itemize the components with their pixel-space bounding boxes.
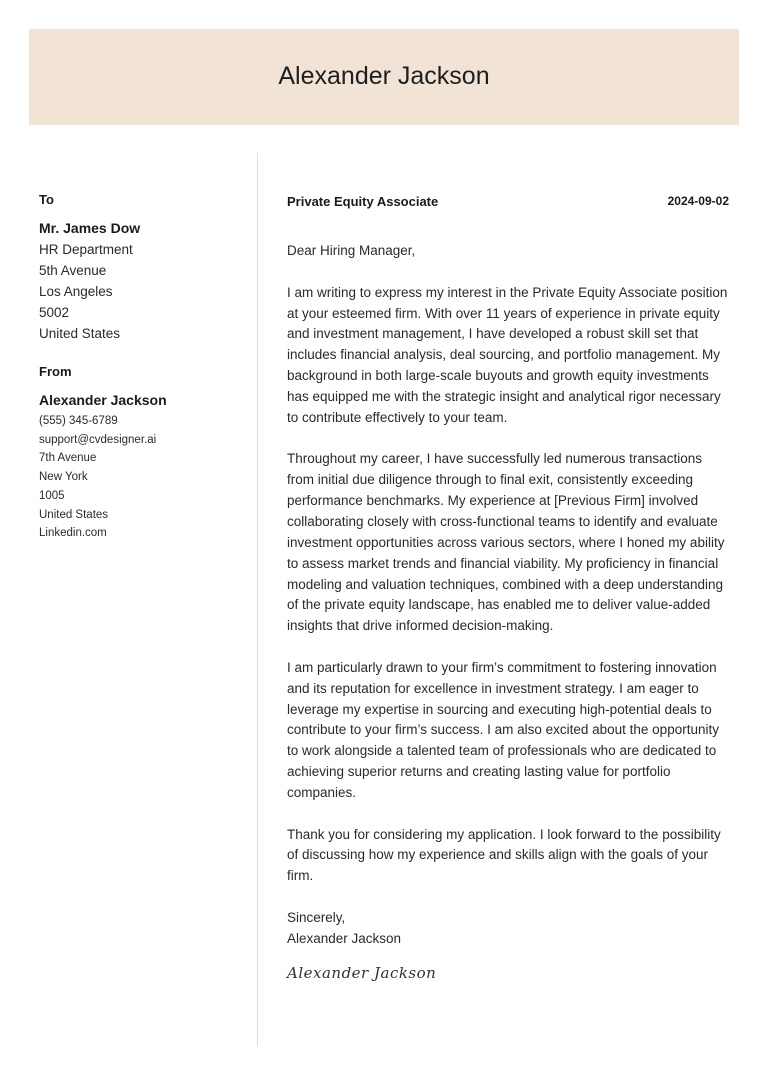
- recipient-city: Los Angeles: [39, 284, 113, 299]
- letter-column: [287, 190, 729, 984]
- paragraph-1: I am writing to express my interest in the Private Equity Associate position at your esteemed firm. With over 11 years of experience in private equity and investment management, I have developed a robust skill set that includes financial analysis, deal sourcing, and portfolio management. My background in both large-scale buyouts and growth equity investments has equipped me with the strategic insight and analytical rigor necessary to contribute effectively to your team.: [287, 284, 728, 425]
- sender-city: New York: [39, 471, 88, 484]
- salutation: Dear Hiring Manager,: [287, 243, 416, 258]
- letter-topline: [287, 190, 729, 212]
- address-column: [39, 190, 244, 543]
- sender-email: support@cvdesigner.ai: [39, 433, 157, 446]
- paragraph-3: I am particularly drawn to your firm’s commitment to fostering innovation and its reputation for excellence in investment strategy. I am eager to leverage my expertise in sourcing and executing high-potential deals to contribute to your firm’s success. I am also excited about the opportunity to work alongside a talented team of professionals who are dedicated to achieving superior returns and creating lasting value for portfolio companies.: [287, 659, 719, 800]
- column-divider: [257, 153, 258, 1046]
- recipient-country: United States: [39, 326, 121, 341]
- recipient-postcode: 5002: [39, 305, 70, 320]
- applicant-name-title: Alexander Jackson: [278, 62, 490, 90]
- sender-linkedin: Linkedin.com: [39, 527, 107, 540]
- paragraph-4: Thank you for considering my application. I look forward to the possibility of discussing how my experience and skills align with the goals of your firm.: [287, 826, 721, 884]
- sender-name: Alexander Jackson: [39, 392, 167, 408]
- handwritten-signature: Alexander Jackson: [287, 963, 437, 982]
- recipient-department: HR Department: [39, 242, 133, 257]
- from-label: From: [39, 364, 72, 379]
- sender-country: United States: [39, 508, 109, 521]
- sender-phone: (555) 345-6789: [39, 415, 118, 427]
- paragraph-2: Throughout my career, I have successfully led numerous transactions from initial due diligence through to final exit, consistently exceeding performance benchmarks. My experience at [Previous Firm] involved collaborating closely with cross-functional teams to identify and evaluate investment opportunities across various sectors, where I honed my ability to assess market trends and financial viability. My proficiency in financial modeling and valuation techniques, combined with a deep understanding of the private equity landscape, has enabled me to deliver value-added insights that drive informed decision-making.: [287, 451, 725, 634]
- to-label: To: [39, 192, 54, 207]
- closing-name: Alexander Jackson: [287, 930, 402, 946]
- closing-phrase: Sincerely,: [287, 910, 346, 925]
- header-banner: [29, 29, 739, 125]
- recipient-street: 5th Avenue: [39, 263, 107, 278]
- sender-street: 7th Avenue: [39, 452, 97, 465]
- recipient-name: Mr. James Dow: [39, 220, 141, 236]
- position-title: Private Equity Associate: [287, 194, 439, 209]
- sender-postcode: 1005: [39, 489, 65, 502]
- letter-date: 2024-09-02: [667, 194, 729, 208]
